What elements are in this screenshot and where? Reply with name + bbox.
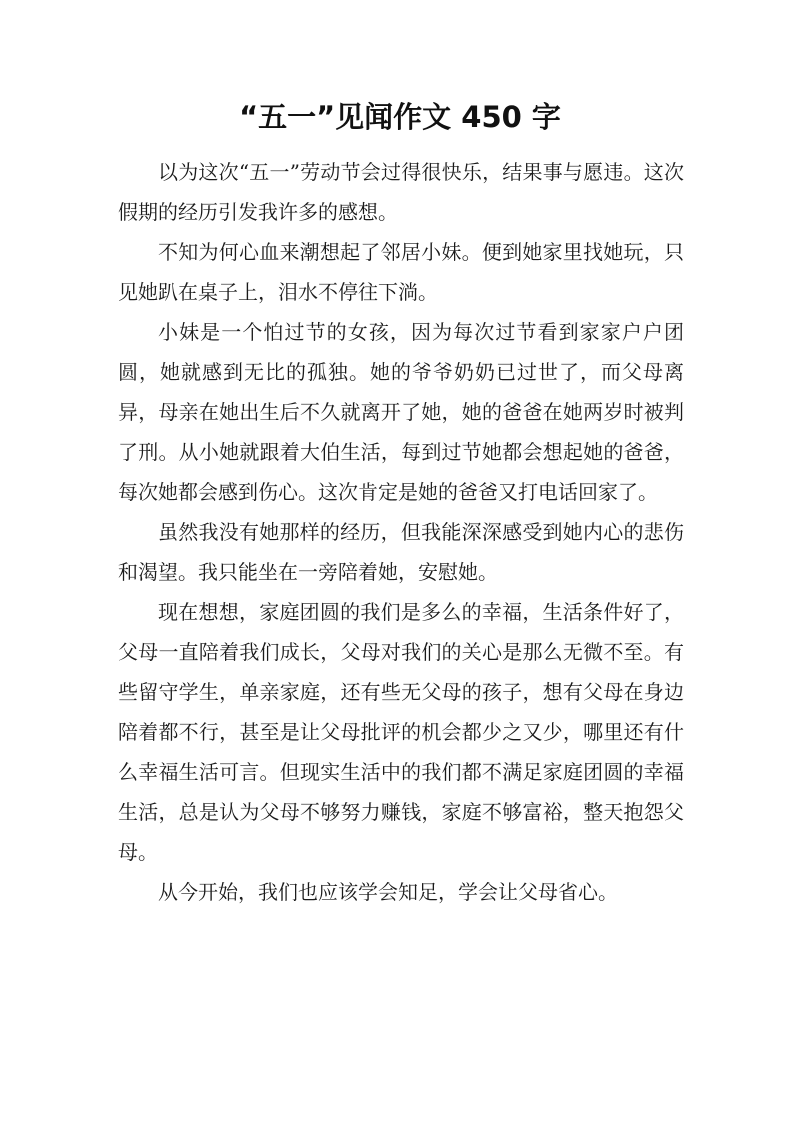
paragraph: 小妹是一个怕过节的女孩，因为每次过节看到家家户户团圆，她就感到无比的孤独。她的爷爷奶奶已过世了，而父母离异，母亲在她出生后不久就离开了她，她的爸爸在她两岁时被判了刑。从小她就跟着大伯生活，每到过节她都会想起她的爸爸，每次她都会感到伤心。这次肯定是她的爸爸又打电话回家了。 [118, 320, 684, 504]
essay-title: “五一”见闻作文 450 字 [239, 100, 561, 134]
paragraph: 现在想想，家庭团圆的我们是多么的幸福，生活条件好了，父母一直陪着我们成长，父母对我们的关心是那么无微不至。有些留守学生，单亲家庭，还有些无父母的孩子，想有父母在身边陪着都不行，甚至是让父母批评的机会都少之又少，哪里还有什么幸福生活可言。但现实生活中的我们都不满足家庭团圆的幸福生活，总是认为父母不够努力赚钱，家庭不够富裕，整天抱怨父母。 [118, 600, 684, 864]
paragraph: 以为这次“五一”劳动节会过得很快乐，结果事与愿违。这次假期的经历引发我许多的感想。 [118, 160, 684, 224]
paragraph: 从今开始，我们也应该学会知足，学会让父母省心。 [158, 880, 618, 904]
paragraph: 虽然我没有她那样的经历，但我能深深感受到她内心的悲伤和渴望。我只能坐在一旁陪着她，安慰她。 [118, 520, 684, 584]
essay-body [118, 152, 684, 912]
paragraph: 不知为何心血来潮想起了邻居小妹。便到她家里找她玩，只见她趴在桌子上，泪水不停往下淌。 [118, 240, 684, 304]
